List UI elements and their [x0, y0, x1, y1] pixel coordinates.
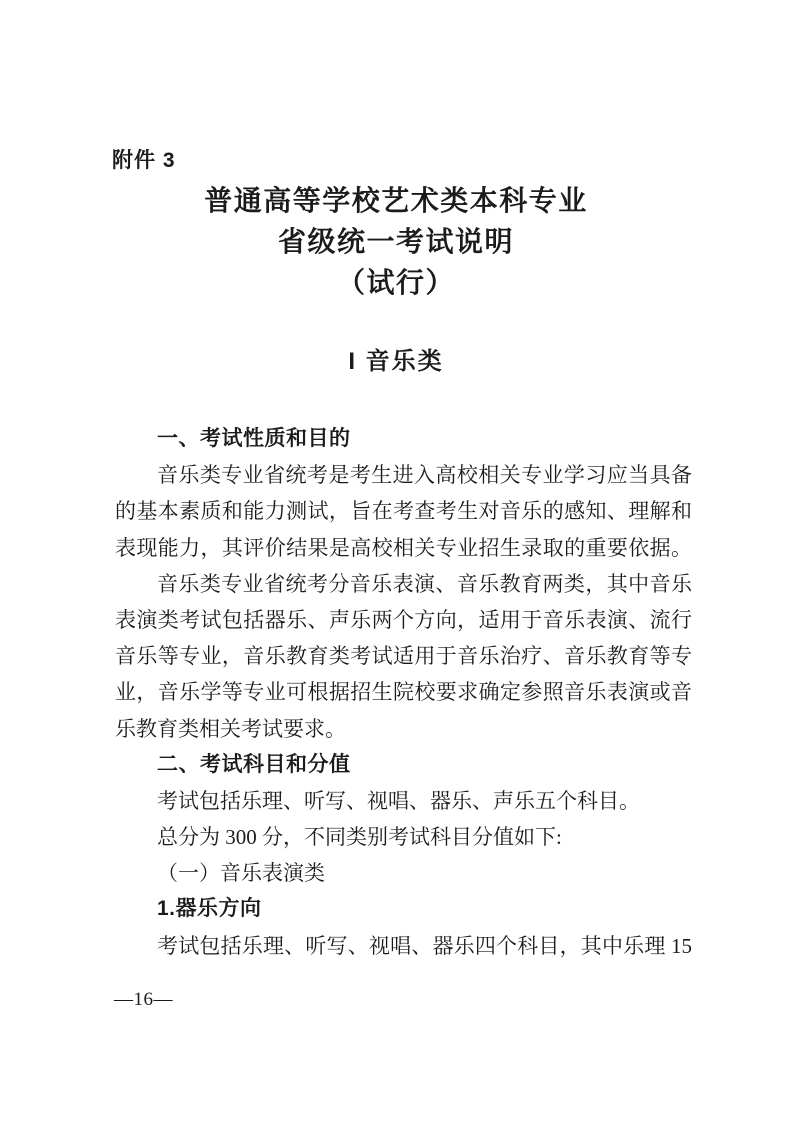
document-title-line-2: 省级统一考试说明: [277, 227, 514, 258]
text-line: 乐教育类相关考试要求。: [115, 716, 346, 741]
text-line: 音乐类专业省统考分音乐表演、音乐教育两类，其中音乐: [157, 571, 692, 596]
section-heading: 二、考试科目和分值: [157, 752, 351, 776]
footer-page-number: —16—: [114, 989, 173, 1010]
text-line: 业，音乐学等专业可根据招生院校要求确定参照音乐表演或音: [115, 680, 692, 705]
text-line: 音乐等专业，音乐教育类考试适用于音乐治疗、音乐教育等专: [115, 644, 692, 669]
section-title-music-category: I 音乐类: [348, 348, 444, 375]
text-line: 的基本素质和能力测试，旨在考查考生对音乐的感知、理解和: [115, 499, 692, 524]
text-line: 表现能力，其评价结果是高校相关专业招生录取的重要依据。: [115, 535, 692, 560]
document-title-line-1: 普通高等学校艺术类本科专业: [204, 186, 588, 217]
text-line: （一）音乐表演类: [157, 861, 325, 886]
section-heading: 1.器乐方向: [157, 897, 262, 921]
attachment-label: 附件 3: [112, 149, 176, 172]
document-body: [115, 421, 692, 964]
document-title-line-3: （试行）: [336, 268, 455, 299]
text-line: 考试包括乐理、听写、视唱、器乐四个科目，其中乐理 15: [157, 933, 692, 958]
section-heading: 一、考试性质和目的: [157, 427, 351, 450]
document-title: [0, 181, 792, 304]
text-line: 音乐类专业省统考是考生进入高校相关专业学习应当具备: [157, 463, 692, 488]
text-line: 总分为 300 分，不同类别考试科目分值如下:: [157, 825, 562, 850]
text-line: 考试包括乐理、听写、视唱、器乐、声乐五个科目。: [157, 788, 640, 813]
text-line: 表演类考试包括器乐、声乐两个方向，适用于音乐表演、流行: [115, 607, 692, 632]
